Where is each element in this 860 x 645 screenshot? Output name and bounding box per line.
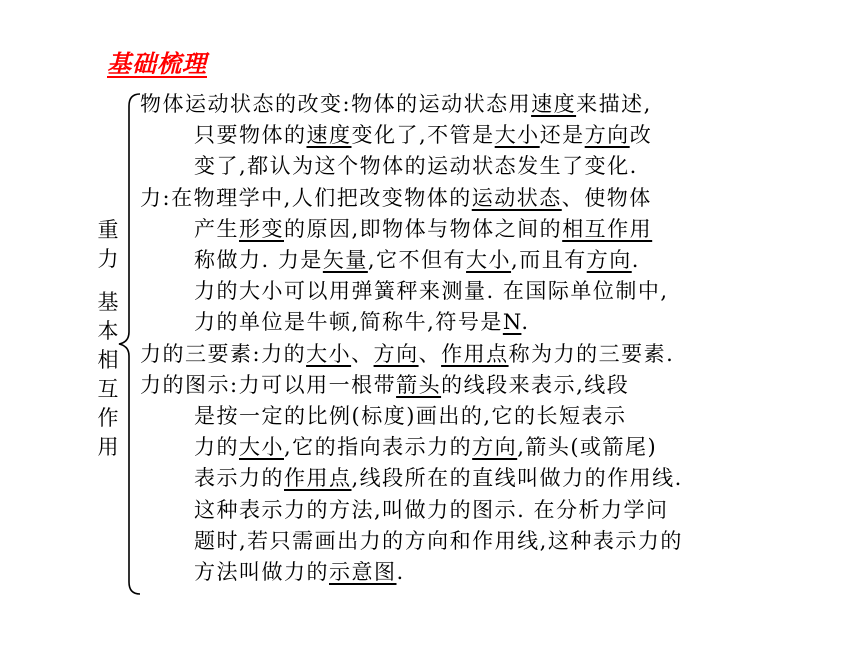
text-segment: ,线段所在的直线叫做力的作用线. (351, 466, 683, 491)
text-segment: 产生 (194, 216, 239, 241)
text-segment: 表示力的 (194, 466, 284, 491)
key-term: 方向 (373, 341, 419, 366)
text-segment: 改 (629, 123, 653, 148)
text-segment: ,它的指向表示力的 (284, 435, 473, 460)
text-line (194, 464, 683, 493)
text-segment: 来描述, (576, 92, 652, 116)
key-term: 大小 (494, 123, 540, 148)
text-segment: 力的三要素:力的 (140, 341, 307, 366)
text-line (194, 527, 683, 556)
text-segment: ,箭头(或箭尾) (517, 435, 658, 460)
side-label-char: 基 (97, 290, 119, 314)
text-segment: 力的大小可以用弹簧秤来测量. 在国际单位制中, (194, 279, 669, 304)
text-line (140, 371, 629, 400)
text-segment: 力:在物理学中,人们把改变物体的 (140, 185, 472, 210)
text-line (194, 402, 627, 431)
text-line (194, 496, 669, 525)
key-term: 速度 (531, 92, 577, 116)
key-term: 速度 (306, 123, 352, 148)
text-line (194, 558, 405, 587)
text-segment: 的线段来表示,线段 (441, 372, 630, 397)
text-line (194, 433, 657, 462)
key-term: 矢量 (322, 248, 368, 272)
key-term: 方向 (586, 248, 632, 272)
text-line (140, 90, 652, 119)
text-segment: 变化了,不管是 (351, 123, 495, 148)
text-line (194, 246, 640, 275)
side-label-char: 用 (97, 435, 119, 459)
key-term: N (502, 310, 522, 335)
text-segment: 物体运动状态的改变:物体的运动状态用 (140, 92, 532, 116)
text-segment: 力的 (194, 435, 239, 460)
text-segment: 称做力. 力是 (194, 248, 323, 272)
text-segment: 是按一定的比例(标度)画出的,它的长短表示 (194, 404, 627, 428)
side-label-char: 互 (97, 377, 119, 401)
side-label-char: 力 (97, 247, 119, 271)
text-segment: . (521, 310, 530, 335)
text-segment: 力的图示:力可以用一根带 (140, 372, 397, 397)
key-term: 方向 (584, 123, 630, 148)
text-segment: 称为力的三要素. (508, 341, 675, 366)
text-segment: 只要物体的 (194, 123, 307, 148)
key-term: 运动状态 (471, 185, 562, 210)
text-line (194, 308, 530, 337)
text-segment: . (631, 248, 640, 272)
text-segment: 方法叫做力的 (194, 560, 329, 584)
text-segment: 、 (351, 341, 374, 366)
text-segment: 变了,都认为这个物体的运动状态发生了变化. (194, 154, 638, 179)
text-line (140, 340, 674, 369)
key-term: 形变 (239, 216, 284, 241)
side-label-char: 作 (97, 406, 119, 430)
text-line (194, 277, 669, 306)
side-label-char: 相 (97, 348, 119, 372)
key-term: 相互作用 (562, 216, 653, 241)
side-label-char: 重 (97, 218, 119, 242)
text-line (194, 215, 652, 244)
text-line (194, 152, 638, 181)
side-label-char: 本 (97, 319, 119, 343)
key-term: 大小 (239, 435, 284, 460)
key-term: 大小 (466, 248, 512, 272)
text-segment: 这种表示力的方法,叫做力的图示. 在分析力学问 (194, 497, 669, 522)
text-segment: ,它不但有 (367, 248, 467, 272)
text-line (140, 184, 652, 213)
key-term: 方向 (472, 435, 518, 460)
text-segment: 力的单位是牛顿,简称牛,符号是 (194, 310, 503, 335)
text-segment: ,而且有 (511, 248, 587, 272)
text-segment: 还是 (539, 123, 585, 148)
text-segment: 的原因,即物体与物体之间的 (284, 216, 563, 241)
text-segment: 题时,若只需画出力的方向和作用线,这种表示力的 (194, 528, 683, 553)
key-term: 作用点 (284, 466, 352, 491)
text-segment: 、 (418, 341, 442, 366)
text-segment: 、使物体 (561, 185, 652, 210)
key-term: 示意图 (329, 560, 397, 584)
text-line (194, 121, 652, 150)
key-term: 箭头 (396, 372, 442, 397)
section-heading: 基础梳理 (107, 50, 207, 78)
text-segment: . (396, 560, 405, 584)
key-term: 大小 (306, 341, 352, 366)
key-term: 作用点 (441, 341, 509, 366)
